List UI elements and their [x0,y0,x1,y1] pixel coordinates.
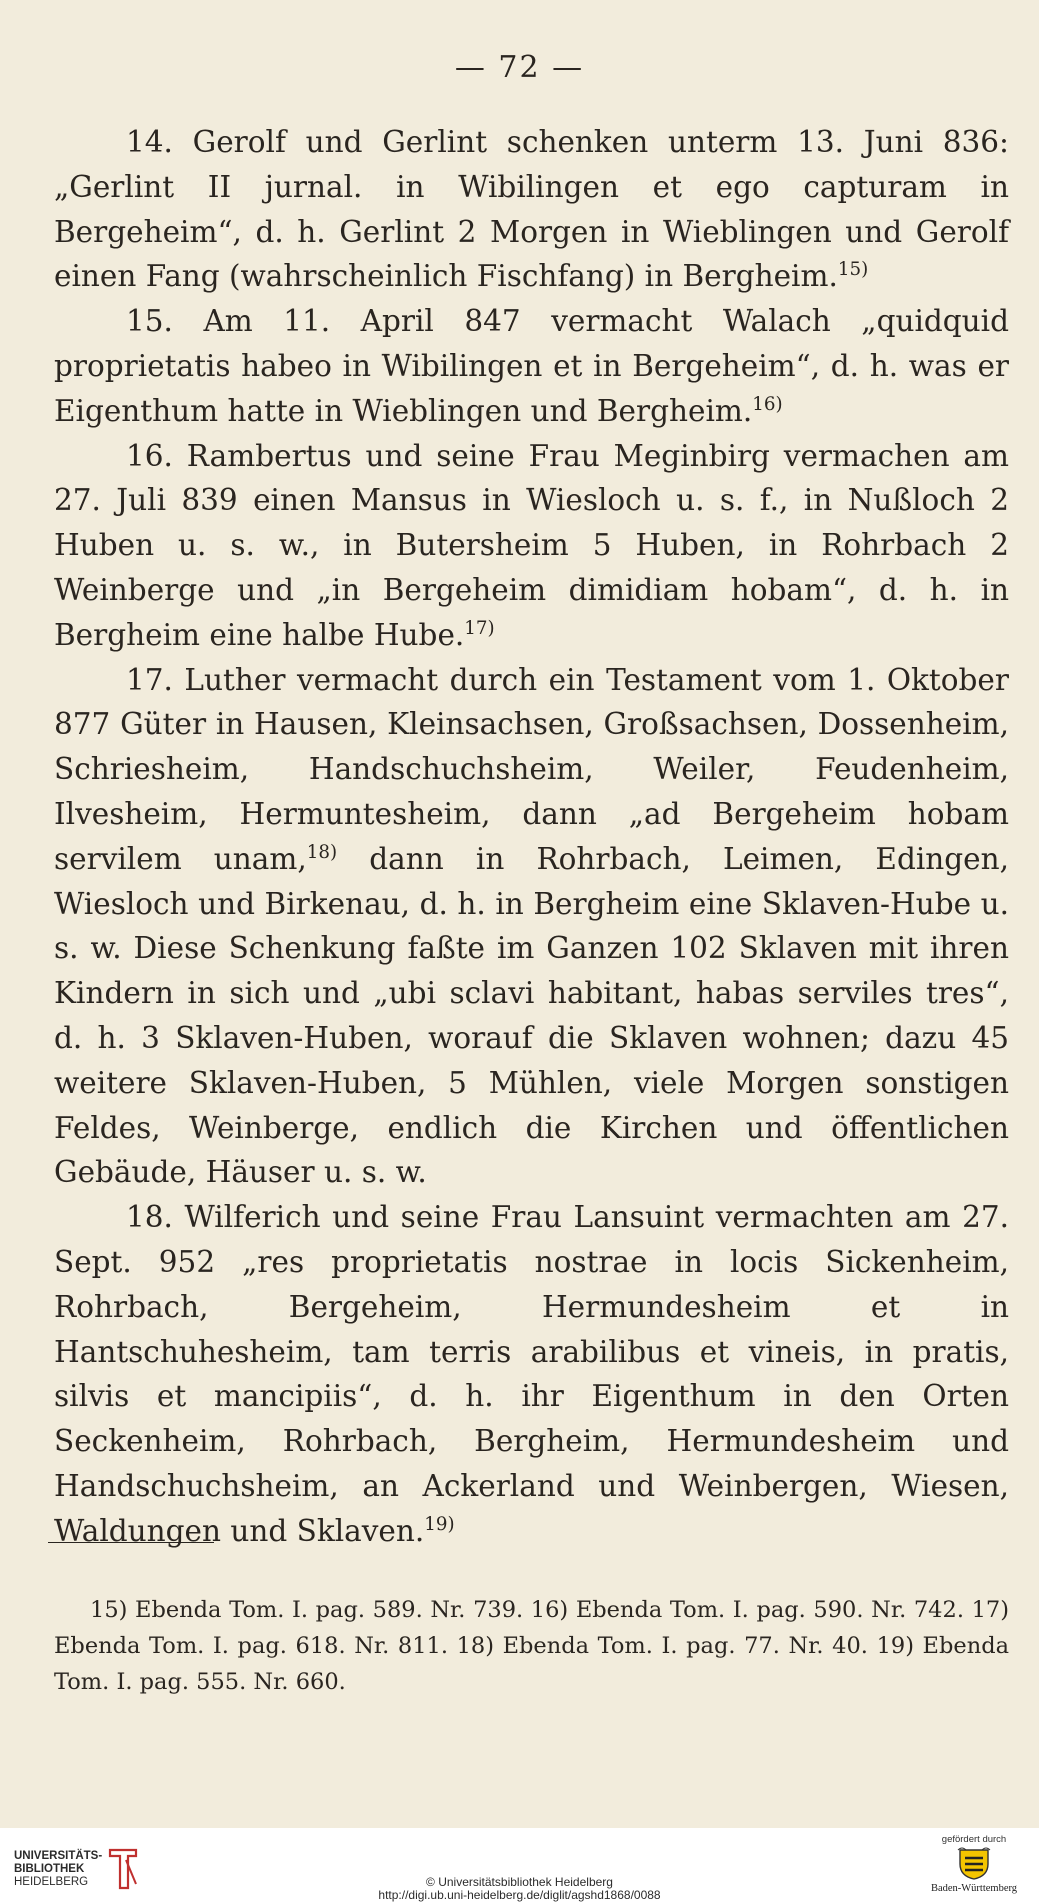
library-name-line: BIBLIOTHEK [14,1863,85,1875]
copyright-text: © Universitätsbibliothek Heidelberg [426,1875,613,1889]
footnote: 17) Ebenda Tom. I. pag. 618. Nr. 811. [54,1597,1010,1659]
footnote-ref: 17) [464,617,495,639]
copyright-block [0,1876,1039,1902]
main-text [54,120,1009,1554]
footnote: 16) Ebenda Tom. I. pag. 590. Nr. 742. [530,1597,964,1623]
digitization-footer [0,1828,1039,1904]
footnote: 15) Ebenda Tom. I. pag. 589. Nr. 739. [90,1597,524,1623]
sponsor-name: Baden-Württemberg [930,1883,1018,1894]
footnotes [54,1592,1009,1700]
permalink[interactable]: http://digi.ub.uni-heidelberg.de/diglit/agshd1868/0088 [378,1888,661,1902]
sponsor-logo [929,1834,1019,1900]
paragraph-15 [54,299,1009,433]
paragraph-16 [54,434,1009,658]
library-name-line: UNIVERSITÄTS- [14,1850,103,1862]
paragraph-18 [54,1195,1009,1553]
coat-of-arms-icon [956,1847,992,1881]
page-number: — 72 — [454,50,585,85]
paragraph-text: 16. Rambertus und seine Frau Meginbirg vermachen am 27. Juli 839 einen Mansus in Wiesloch u. s. f., in Nußloch 2 Huben u. s. w., in Butersheim 5 Huben, in Rohrbach 2 Weinberge und „in Bergeheim dimidiam hobam“, d. h. in Bergheim eine halbe Hube. [54,438,1009,652]
paragraph-text: 17. Luther vermacht durch ein Testament vom 1. Oktober 877 Güter in Hausen, Kleinsachsen, Großsachsen, Dossenheim, Schriesheim, Handschuchsheim, Weiler, Feudenheim, Ilvesheim, Hermuntesheim, dann „ad Bergeheim hobam servilem unam, [54,662,1009,876]
footnote-divider [48,1542,214,1543]
footnote-ref: 15) [837,259,869,281]
paragraph-text: 18. Wilferich und seine Frau Lansuint vermachten am 27. Sept. 952 „res proprietatis nostrae in locis Sickenheim, Rohrbach, Bergeheim, Hermundesheim et in Hantschuhesheim, tam terris arabilibus et vineis, in pratis, silvis et mancipiis“, d. h. ihr Eigenthum in den Orten Seckenheim, Rohrbach, Bergheim, Hermundesheim und Handschuchsheim, an Ackerland und Weinbergen, Wiesen, Waldungen und Sklaven. [54,1200,1009,1548]
footnote: 18) Ebenda Tom. I. pag. 77. Nr. 40. [456,1633,868,1659]
footnote-ref: 18) [306,841,338,863]
footnote: 19) Ebenda Tom. I. pag. 555. Nr. 660. [54,1633,1010,1695]
footnote-ref: 16) [752,393,783,415]
footnote-ref: 19) [424,1513,455,1535]
paragraph-text: dann in Rohrbach, Leimen, Edingen, Wiesloch und Birkenau, d. h. in Bergheim eine Sklaven-Hube u. s. w. Diese Schenkung faßte im Ganzen 102 Sklaven mit ihren Kindern in sich und „ubi sclavi habitant, habas serviles tres“, d. h. 3 Sklaven-Huben, worauf die Sklaven wohnen; dazu 45 weitere Sklaven-Huben, 5 Mühlen, viele Morgen sonstigen Feldes, Weinberge, endlich die Kirchen und öffentlichen Gebäude, Häuser u. s. w. [54,841,1009,1190]
paragraph-14 [54,120,1009,299]
paragraph-17 [54,658,1009,1196]
footnote-block [54,1592,1009,1700]
paragraph-text: 15. Am 11. April 847 vermacht Walach „quidquid proprietatis habeo in Wibilingen et in Bergeheim“, d. h. was er Eigenthum hatte in Wieblingen und Bergheim. [54,304,1009,428]
library-name-line: HEIDELBERG [14,1876,89,1888]
sponsor-caption: gefördert durch [941,1834,1007,1845]
paragraph-text: 14. Gerolf und Gerlint schenken unterm 13. Juni 836: „Gerlint II jurnal. in Wibilingen et ego capturam in Bergeheim“, d. h. Gerlint 2 Morgen in Wieblingen und Gerolf einen Fang (wahrscheinlich Fischfang) in Bergheim. [54,125,1009,294]
